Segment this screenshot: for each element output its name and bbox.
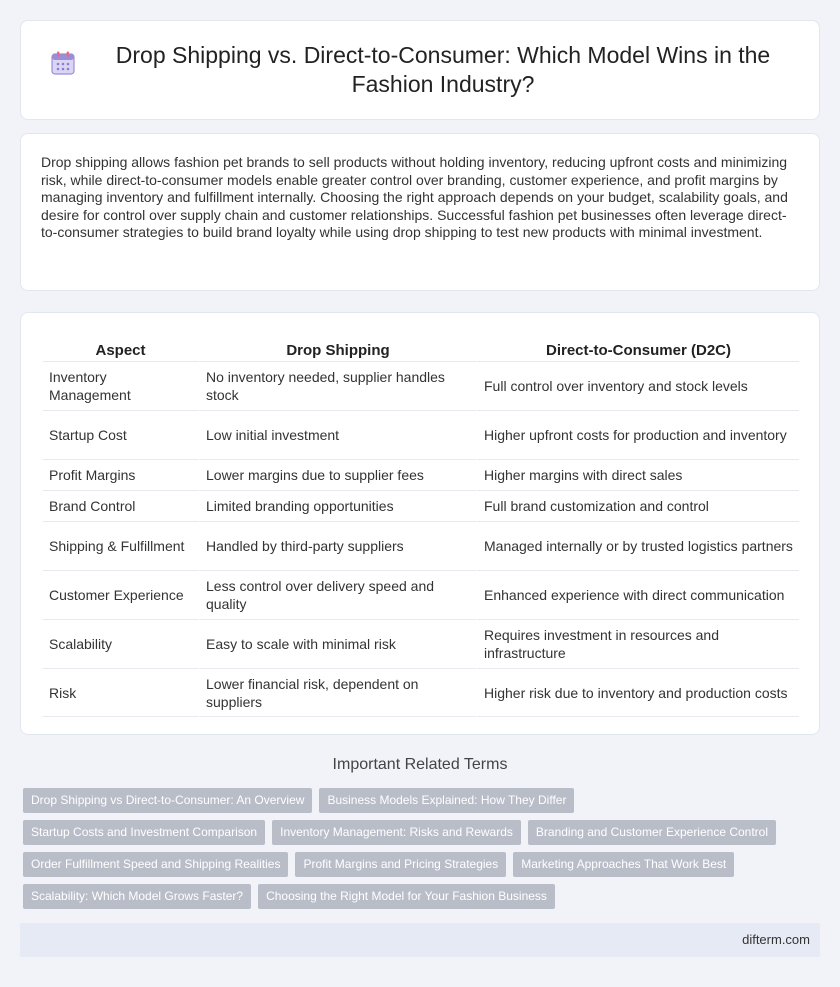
- row-d2c: Full brand customization and control: [476, 490, 799, 521]
- column-header-aspect: Aspect: [95, 342, 146, 359]
- related-term-tag[interactable]: Business Models Explained: How They Differ: [319, 788, 574, 813]
- table-row: [43, 410, 799, 459]
- header-card: [20, 20, 820, 120]
- related-term-tag[interactable]: Marketing Approaches That Work Best: [513, 852, 734, 877]
- comparison-table: [43, 331, 799, 717]
- row-aspect: Inventory Management: [43, 361, 198, 410]
- row-aspect: Brand Control: [43, 490, 198, 521]
- table-row: [43, 668, 799, 717]
- row-d2c: Requires investment in resources and infrastructure: [476, 619, 799, 668]
- row-d2c: Higher margins with direct sales: [476, 459, 799, 490]
- row-d2c: Managed internally or by trusted logistics partners: [476, 521, 799, 570]
- row-d2c: Enhanced experience with direct communication: [476, 570, 799, 619]
- row-aspect: Profit Margins: [43, 459, 198, 490]
- page-title: Drop Shipping vs. Direct-to-Consumer: Which Model Wins in the Fashion Industry?: [115, 42, 771, 97]
- related-terms-tags: [23, 788, 823, 916]
- table-header-row: [43, 331, 799, 361]
- related-term-tag[interactable]: Drop Shipping vs Direct-to-Consumer: An Overview: [23, 788, 312, 813]
- row-drop-shipping: Less control over delivery speed and quality: [198, 570, 476, 619]
- column-header-d2c: Direct-to-Consumer (D2C): [476, 331, 799, 361]
- column-header-drop-shipping: Drop Shipping: [198, 331, 476, 361]
- related-term-tag[interactable]: Branding and Customer Experience Control: [528, 820, 776, 845]
- table-row: [43, 459, 799, 490]
- comparison-table-card: [20, 312, 820, 735]
- row-d2c: Higher risk due to inventory and production costs: [476, 668, 799, 717]
- row-drop-shipping: Lower margins due to supplier fees: [198, 459, 476, 490]
- row-d2c: Full control over inventory and stock levels: [476, 361, 799, 410]
- related-terms-title: Important Related Terms: [332, 756, 508, 773]
- table-row: [43, 619, 799, 668]
- row-drop-shipping: No inventory needed, supplier handles stock: [198, 361, 476, 410]
- table-row: [43, 361, 799, 410]
- related-term-tag[interactable]: Inventory Management: Risks and Rewards: [272, 820, 521, 845]
- row-aspect: Scalability: [43, 619, 198, 668]
- row-drop-shipping: Lower financial risk, dependent on suppliers: [198, 668, 476, 717]
- table-row: [43, 521, 799, 570]
- row-drop-shipping: Easy to scale with minimal risk: [198, 619, 476, 668]
- row-aspect: Customer Experience: [43, 570, 198, 619]
- related-term-tag[interactable]: Choosing the Right Model for Your Fashion Business: [258, 884, 555, 909]
- row-drop-shipping: Limited branding opportunities: [198, 490, 476, 521]
- footer-site-link[interactable]: difterm.com: [742, 932, 810, 947]
- row-d2c: Higher upfront costs for production and inventory: [476, 410, 799, 459]
- related-term-tag[interactable]: Scalability: Which Model Grows Faster?: [23, 884, 251, 909]
- row-drop-shipping: Low initial investment: [198, 410, 476, 459]
- related-term-tag[interactable]: Profit Margins and Pricing Strategies: [295, 852, 506, 877]
- row-aspect: Risk: [43, 668, 198, 717]
- footer: [20, 923, 820, 957]
- table-row: [43, 570, 799, 619]
- intro-paragraph: Drop shipping allows fashion pet brands to sell products without holding inventory, reducing upfront costs and minimizing risk, while direct-to-consumer models enable greater control over branding, customer experience, and profit margins by managing inventory and fulfillment internally. Choosing the right approach depends on your budget, scalability goals, and desire for control over supply chain and customer relationships. Successful fashion pet businesses often leverage direct-to-consumer strategies to build brand loyalty while using drop shipping to test new products with minimal investment.: [41, 154, 788, 241]
- row-aspect: Shipping & Fulfillment: [43, 521, 198, 570]
- calendar-icon: [50, 50, 76, 76]
- row-drop-shipping: Handled by third-party suppliers: [198, 521, 476, 570]
- table-row: [43, 490, 799, 521]
- intro-card: [20, 133, 820, 291]
- row-aspect: Startup Cost: [43, 410, 198, 459]
- related-term-tag[interactable]: Order Fulfillment Speed and Shipping Realities: [23, 852, 288, 877]
- related-term-tag[interactable]: Startup Costs and Investment Comparison: [23, 820, 265, 845]
